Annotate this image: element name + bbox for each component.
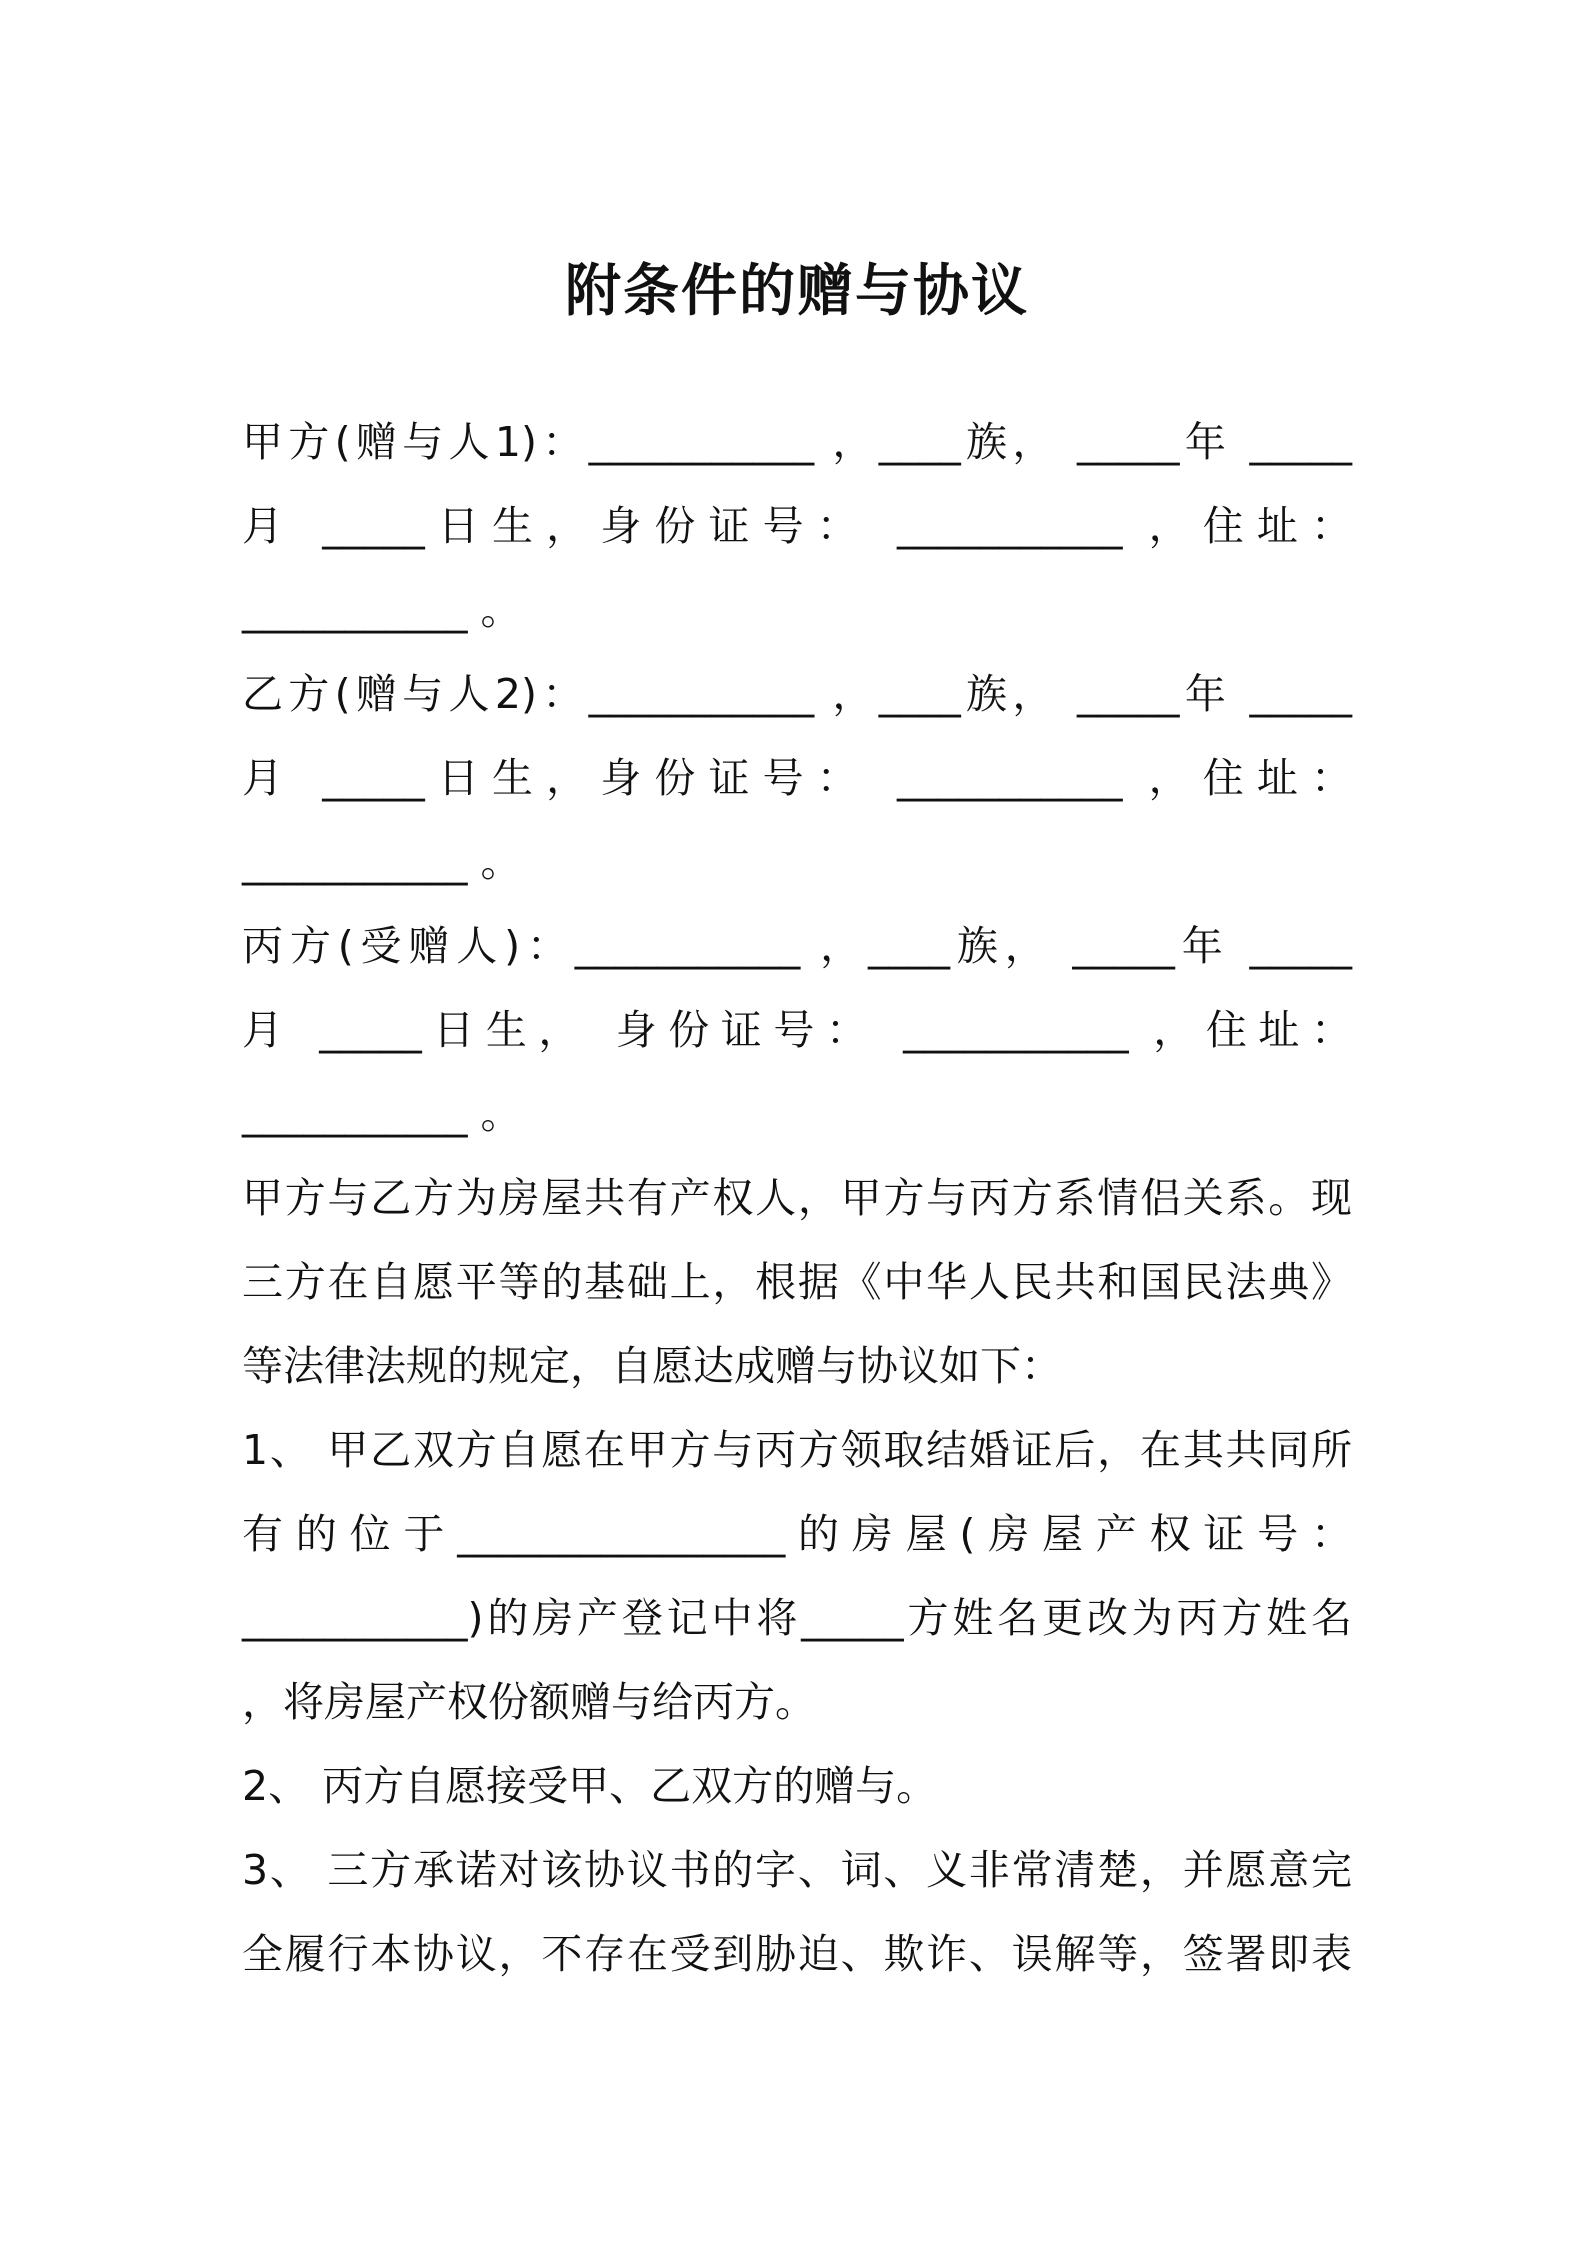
document-body [242, 400, 1352, 1996]
clause-2-line-1: 2、 丙方自愿接受甲、乙双方的赠与。 [242, 1762, 938, 1810]
clause-3-line-2: 全履行本协议，不存在受到胁迫、欺诈、误解等，签署即表 [242, 1930, 1352, 1978]
party-a-line-1: 甲方(赠与人1)：___________ ，____族， _____年 _____ [242, 418, 1352, 466]
party-c-line-3: ___________ 。 [242, 1090, 522, 1138]
clause-1-line-1: 1、 甲乙双方自愿在甲方与丙方领取结婚证后，在其共同所 [242, 1426, 1352, 1474]
party-c-line-2: 月 _____日生， 身份证号： ___________ ，住址： [242, 1006, 1352, 1054]
document-title: 附条件的赠与协议 [565, 259, 1029, 324]
party-a-line-2: 月 _____日生，身份证号： ___________ ，住址： [242, 502, 1352, 550]
preamble-line-3: 等法律法规的规定，自愿达成赠与协议如下： [242, 1342, 1062, 1390]
preamble-line-2: 三方在自愿平等的基础上，根据《中华人民共和国民法典》 [242, 1258, 1352, 1306]
clause-1-line-2: 有的位于________________的房屋(房屋产权证号： [242, 1510, 1352, 1558]
party-c-line-1: 丙方(受赠人)：___________ ，____族， _____年 _____ [242, 922, 1352, 970]
party-b-line-3: ___________ 。 [242, 838, 522, 886]
party-b-line-1: 乙方(赠与人2)：___________ ，____族， _____年 _____ [242, 670, 1352, 718]
clause-3-line-1: 3、 三方承诺对该协议书的字、词、义非常清楚，并愿意完 [242, 1846, 1352, 1894]
clause-1-line-4: ，将房屋产权份额赠与给丙方。 [242, 1678, 816, 1726]
party-b-line-2: 月 _____日生，身份证号： ___________ ，住址： [242, 754, 1352, 802]
party-a-line-3: ___________ 。 [242, 586, 522, 634]
preamble-line-1: 甲方与乙方为房屋共有产权人，甲方与丙方系情侣关系。现 [242, 1174, 1352, 1222]
document-page [242, 0, 1352, 2244]
clause-1-line-3: ___________)的房产登记中将_____方姓名更改为丙方姓名 [242, 1594, 1352, 1642]
